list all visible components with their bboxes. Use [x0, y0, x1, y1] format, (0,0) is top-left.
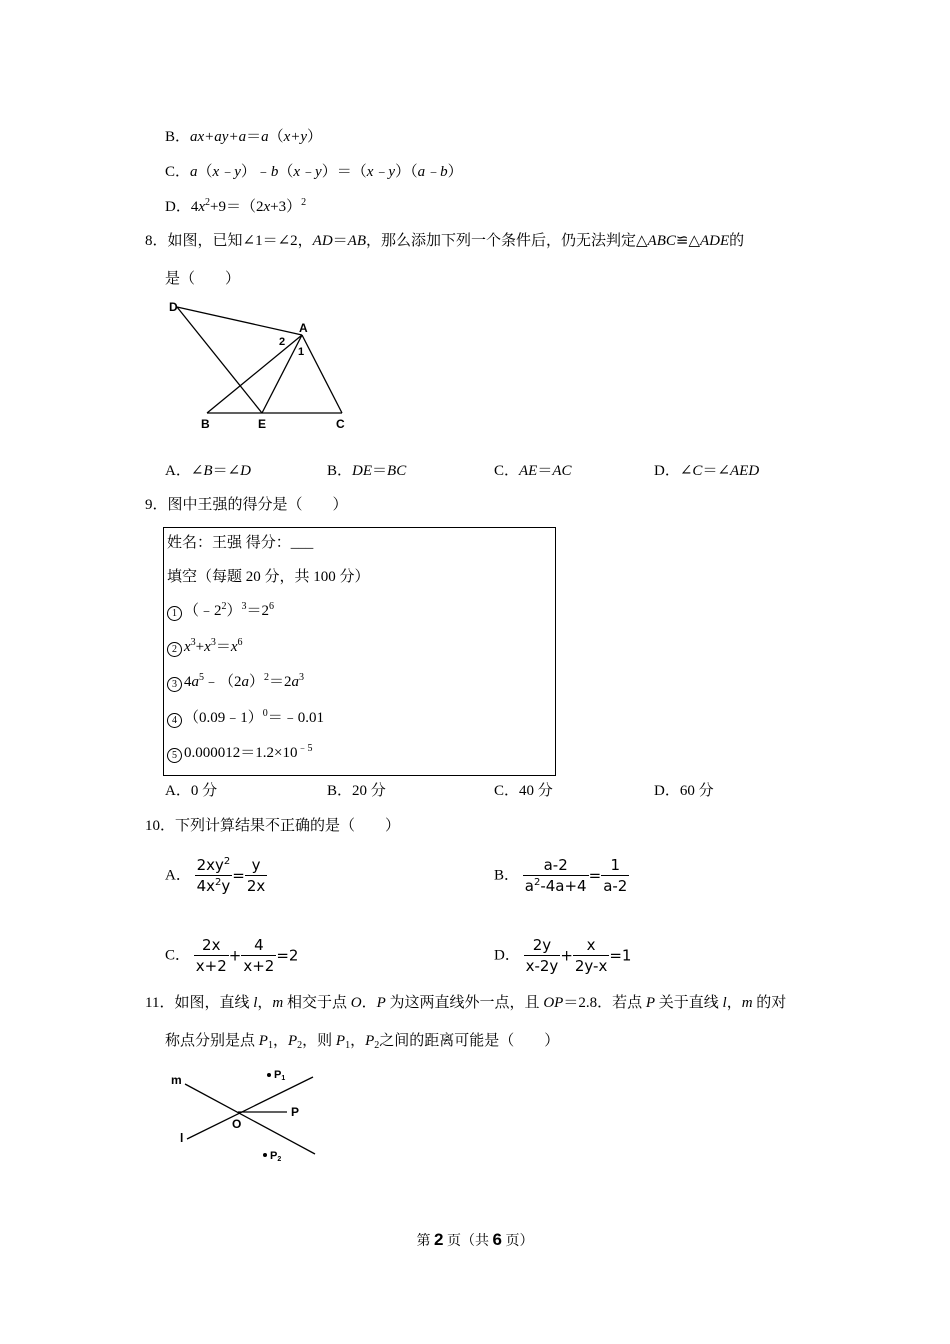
q8-label-d: D	[169, 300, 178, 314]
q9-option-d: D．60 分	[654, 783, 714, 799]
q10-option-d: D． $\frac{2y}{x-2y}$ + $\frac{x}{2y-x}$ =1	[494, 936, 632, 975]
q8-label-b: B	[201, 417, 210, 431]
q8-option-c: C．AE＝AC	[494, 463, 572, 479]
q9-box-item1: 1 $(﹣2^2)^3=2^6$	[167, 601, 274, 621]
q11-label-l: l	[180, 1131, 184, 1145]
q8-figure	[165, 295, 365, 435]
q11-point-p1	[267, 1073, 271, 1077]
q10-option-b: B． $\frac{a-2}{a^2-4a+4}$ = $\frac{1}{a-2}$	[494, 856, 628, 895]
q7-option-d: D．$4x^2+9=(2x+3)^2$	[165, 197, 307, 215]
q9-stem: 9．图中王强的得分是（ ）	[145, 497, 348, 513]
q9-box-line1: 姓名：王强 得分：___	[167, 535, 314, 551]
q11-label-m: m	[171, 1073, 182, 1087]
q8-option-b: B．DE＝BC	[327, 463, 407, 479]
q10-option-c: C． $\frac{2x}{x+2}$ + $\frac{4}{x+2}$ =2	[165, 936, 299, 975]
q9-box-item3: 3 $4a^5﹣(2a)^2=2a^3$	[167, 672, 304, 692]
q7-option-b: B．ax+ay+a＝a（x+y）	[165, 129, 323, 145]
q9-option-a: A．0 分	[165, 783, 218, 799]
page-footer: 第 2 页（共 6 页）	[416, 1230, 534, 1249]
q9-box-item5: 5 $0.000012=1.2\times 10^{﹣5}$	[167, 743, 312, 763]
q7-option-c: C．a（x﹣y）﹣b（x﹣y）＝（x﹣y）（a﹣b）	[165, 164, 463, 180]
q8-stem-line1: 8．如图，已知∠1＝∠2，AD＝AB，那么添加下列一个条件后，仍无法判定△ABC≌△ADE的	[145, 233, 745, 249]
q10-option-a: A． $\frac{2xy^2}{4x^2y}$ = $\frac{y}{2x}$	[165, 856, 266, 895]
q11-point-p2	[263, 1153, 267, 1157]
q8-label-c: C	[336, 417, 345, 431]
q8-label-a: A	[299, 321, 308, 335]
q8-label-2: 2	[279, 336, 286, 348]
q9-box-item2: 2 $x^3+x^3=x^6$	[167, 637, 243, 657]
q8-option-d: D．∠C＝∠AED	[654, 463, 760, 479]
q10-stem: 10．下列计算结果不正确的是（ ）	[145, 818, 401, 834]
q11-label-p: P	[291, 1105, 300, 1119]
q11-label-p1: P1	[274, 1069, 286, 1082]
q9-option-b: B．20 分	[327, 783, 386, 799]
q9-option-c: C．40 分	[494, 783, 553, 799]
q8-label-e: E	[258, 417, 267, 431]
q11-label-p2: P2	[270, 1150, 282, 1163]
q11-figure	[165, 1062, 335, 1172]
q8-label-1: 1	[298, 346, 305, 358]
q11-stem-line1: 11．如图，直线 l，m 相交于点 O．P 为这两直线外一点，且 OP＝2.8．若点 P 关于直线 l，m 的对	[145, 995, 787, 1011]
q8-option-a: A．∠B＝∠D	[165, 463, 252, 479]
q11-stem-line2: 称点分别是点 $P_1$，$P_2$，则 $P_1$，$P_2$之间的距离可能是（ ）	[165, 1033, 560, 1051]
q9-box-item4: 4 （0.09﹣1）$^0$＝﹣0.01	[167, 708, 324, 728]
q9-box-line2: 填空（每题 20 分，共 100 分）	[167, 569, 370, 585]
q8-stem-line2: 是（ ）	[165, 271, 241, 287]
q11-label-o: O	[232, 1117, 242, 1131]
